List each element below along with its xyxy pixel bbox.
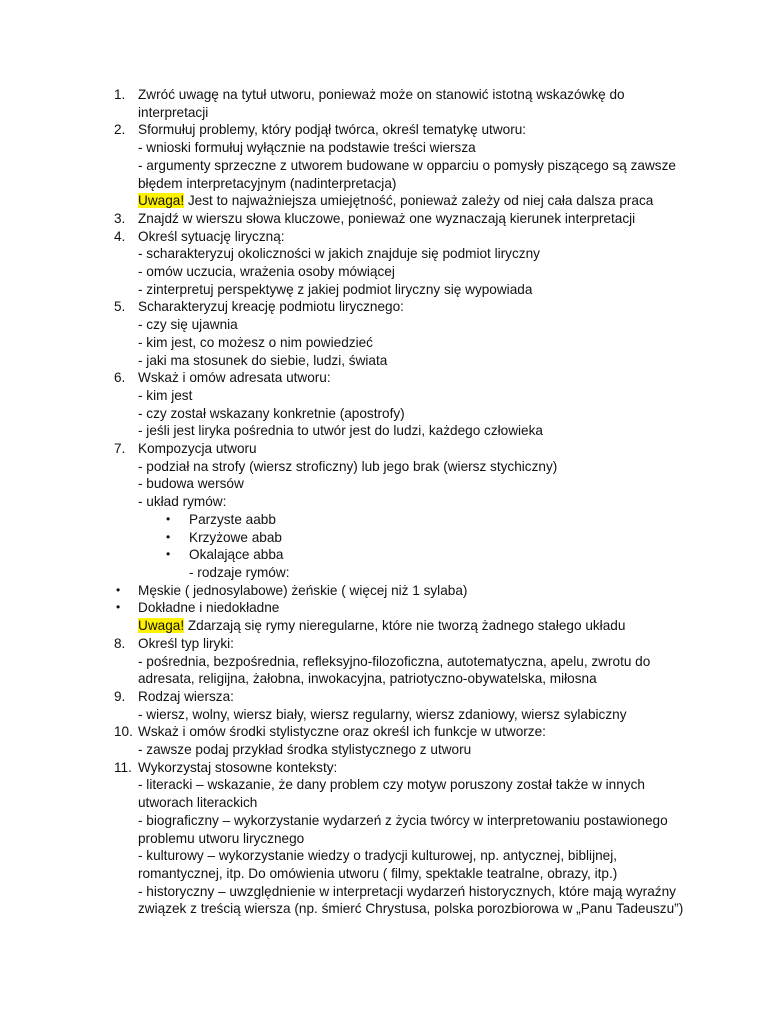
list-number: 11. <box>114 759 132 775</box>
list-number: 9. <box>114 688 126 704</box>
list-number: 1. <box>114 87 126 102</box>
list-line <box>0 883 768 901</box>
list-line <box>0 334 768 352</box>
document-body <box>0 86 768 918</box>
list-item <box>0 369 768 387</box>
line-text: romantycznej, itp. Do omówienia utworu ( filmy, spektakle teatralne, obrazy, itp.) <box>138 865 618 881</box>
line-text: Krzyżowe abab <box>189 529 282 545</box>
list-line <box>0 263 768 281</box>
line-text: Okalające abba <box>189 547 284 563</box>
list-line <box>0 422 768 440</box>
note-body: Jest to najważniejsza umiejętność, ponieważ zależy od niej cała dalsza praca <box>184 193 654 209</box>
line-text: - czy się ujawnia <box>138 317 238 333</box>
list-item <box>0 121 768 139</box>
line-text: adresata, religijna, żałobna, inwokacyjna, patriotyczno-obywatelska, miłosna <box>138 671 597 687</box>
bullet-icon: • <box>166 511 171 526</box>
list-item <box>0 440 768 458</box>
line-text: interpretacji <box>138 104 209 120</box>
sub-bullet-item <box>0 546 768 564</box>
line-text: - argumenty sprzeczne z utworem budowane w opparciu o pomysły piszącego są zawsze <box>138 157 676 173</box>
line-text: Dokładne i niedokładne <box>138 600 280 616</box>
line-text: - zawsze podaj przykład środka stylistycznego z utworu <box>138 742 472 758</box>
line-text: Zwróć uwagę na tytuł utworu, ponieważ może on stanowić istotną wskazówkę do <box>138 87 625 102</box>
line-text: Wykorzystaj stosowne konteksty: <box>138 759 338 775</box>
line-text: - kim jest <box>138 387 193 403</box>
highlighted-warning-label: Uwaga! <box>138 618 185 634</box>
sub-bullet-item <box>0 511 768 529</box>
line-text: - wnioski formułuj wyłącznie na podstawie treści wiersza <box>138 140 476 156</box>
line-text: Określ sytuację liryczną: <box>138 228 285 244</box>
list-line <box>0 653 768 671</box>
line-text: - układ rymów: <box>138 494 227 510</box>
line-text: - budowa wersów <box>138 476 244 492</box>
list-line <box>0 741 768 759</box>
note-text <box>138 618 625 633</box>
line-text: - pośrednia, bezpośrednia, refleksyjno-filozoficzna, autotematyczna, apelu, zwrotu do <box>138 653 651 669</box>
line-text: - podział na strofy (wiersz stroficzny) lub jego brak (wiersz stychiczny) <box>138 458 558 474</box>
list-item <box>0 228 768 246</box>
list-item <box>0 298 768 316</box>
list-line <box>0 812 768 830</box>
list-item <box>0 635 768 653</box>
list-number: 8. <box>114 635 126 651</box>
line-text: - czy został wskazany konkretnie (apostrofy) <box>138 405 405 421</box>
list-number: 4. <box>114 228 126 244</box>
line-text: Kompozycja utworu <box>138 441 257 457</box>
list-line <box>0 670 768 688</box>
list-item <box>0 86 768 104</box>
line-text: problemu utworu lirycznego <box>138 830 305 846</box>
line-text: Określ typ liryki: <box>138 635 234 651</box>
list-item <box>0 723 768 741</box>
line-text: - biograficzny – wykorzystanie wydarzeń z życia twórcy w interpretowaniu postawionego <box>138 812 668 828</box>
note-text <box>138 193 653 208</box>
list-item <box>0 759 768 777</box>
list-line <box>0 706 768 724</box>
line-text: - kim jest, co możesz o nim powiedzieć <box>138 334 373 350</box>
list-line <box>0 776 768 794</box>
list-line <box>0 475 768 493</box>
list-line <box>0 352 768 370</box>
bullet-icon: • <box>166 529 171 544</box>
bullet-icon: • <box>116 600 121 615</box>
sub-bullet-item <box>0 529 768 547</box>
line-text: Sformułuj problemy, który podjął twórca, określ tematykę utworu: <box>138 122 527 138</box>
line-text: - jeśli jest liryka pośrednia to utwór jest do ludzi, każdego człowieka <box>138 423 543 439</box>
list-number: 7. <box>114 441 126 457</box>
list-line <box>0 139 768 157</box>
line-text: Znajdź w wierszu słowa kluczowe, ponieważ one wyznaczają kierunek interpretacji <box>138 210 636 226</box>
list-item <box>0 688 768 706</box>
list-number: 2. <box>114 122 126 138</box>
list-number: 10. <box>114 724 133 740</box>
list-line <box>0 458 768 476</box>
note-line <box>0 192 768 210</box>
line-text: związek z treścią wiersza (np. śmierć Chrystusa, polska porozbiorowa w „Panu Tadeuszu”) <box>138 901 684 917</box>
list-line <box>0 316 768 334</box>
list-line <box>0 900 768 918</box>
line-text: - kulturowy – wykorzystanie wiedzy o tradycji kulturowej, np. antycznej, biblijnej, <box>138 848 618 864</box>
line-text: - jaki ma stosunek do siebie, ludzi, świata <box>138 352 388 368</box>
list-line <box>0 865 768 883</box>
bullet-icon: • <box>116 582 121 597</box>
list-line <box>0 493 768 511</box>
list-line <box>0 847 768 865</box>
list-line <box>0 794 768 812</box>
line-text: - wiersz, wolny, wiersz biały, wiersz regularny, wiersz zdaniowy, wiersz sylabiczny <box>138 706 627 722</box>
note-line <box>0 617 768 635</box>
line-text: - omów uczucia, wrażenia osoby mówiącej <box>138 264 395 280</box>
list-number: 6. <box>114 370 126 386</box>
line-text: błędem interpretacyjnym (nadinterpretacja) <box>138 175 397 191</box>
list-item <box>0 210 768 228</box>
line-text: - zinterpretuj perspektywę z jakiej podmiot liryczny się wypowiada <box>138 281 533 297</box>
list-number: 3. <box>114 210 126 226</box>
list-line <box>0 245 768 263</box>
line-text: Parzyste aabb <box>189 511 276 527</box>
list-line <box>0 387 768 405</box>
line-text: Scharakteryzuj kreację podmiotu lirycznego: <box>138 299 404 315</box>
line-text: - literacki – wskazanie, że dany problem czy motyw poruszony został także w innych <box>138 777 645 793</box>
line-text: Wskaż i omów środki stylistyczne oraz określ ich funkcje w utworze: <box>138 724 546 740</box>
line-text: Rodzaj wiersza: <box>138 688 234 704</box>
list-line <box>0 175 768 193</box>
bullet-icon: • <box>166 547 171 562</box>
note-body: Zdarzają się rymy nieregularne, które nie tworzą żadnego stałego układu <box>184 618 626 634</box>
list-line <box>0 830 768 848</box>
line-text: - scharakteryzuj okoliczności w jakich znajduje się podmiot liryczny <box>138 246 540 262</box>
list-line <box>0 104 768 122</box>
list-line <box>0 564 768 582</box>
highlighted-warning-label: Uwaga! <box>138 193 185 209</box>
bullet-item <box>0 599 768 617</box>
bullet-item <box>0 582 768 600</box>
line-text: - rodzaje rymów: <box>189 564 290 580</box>
list-number: 5. <box>114 299 126 315</box>
list-line <box>0 281 768 299</box>
line-text: - historyczny – uwzględnienie w interpretacji wydarzeń historycznych, które mają wyraźny <box>138 883 676 899</box>
list-line <box>0 405 768 423</box>
line-text: Wskaż i omów adresata utworu: <box>138 370 331 386</box>
line-text: utworach literackich <box>138 795 258 811</box>
list-line <box>0 157 768 175</box>
line-text: Męskie ( jednosylabowe) żeńskie ( więcej niż 1 sylaba) <box>138 582 468 598</box>
